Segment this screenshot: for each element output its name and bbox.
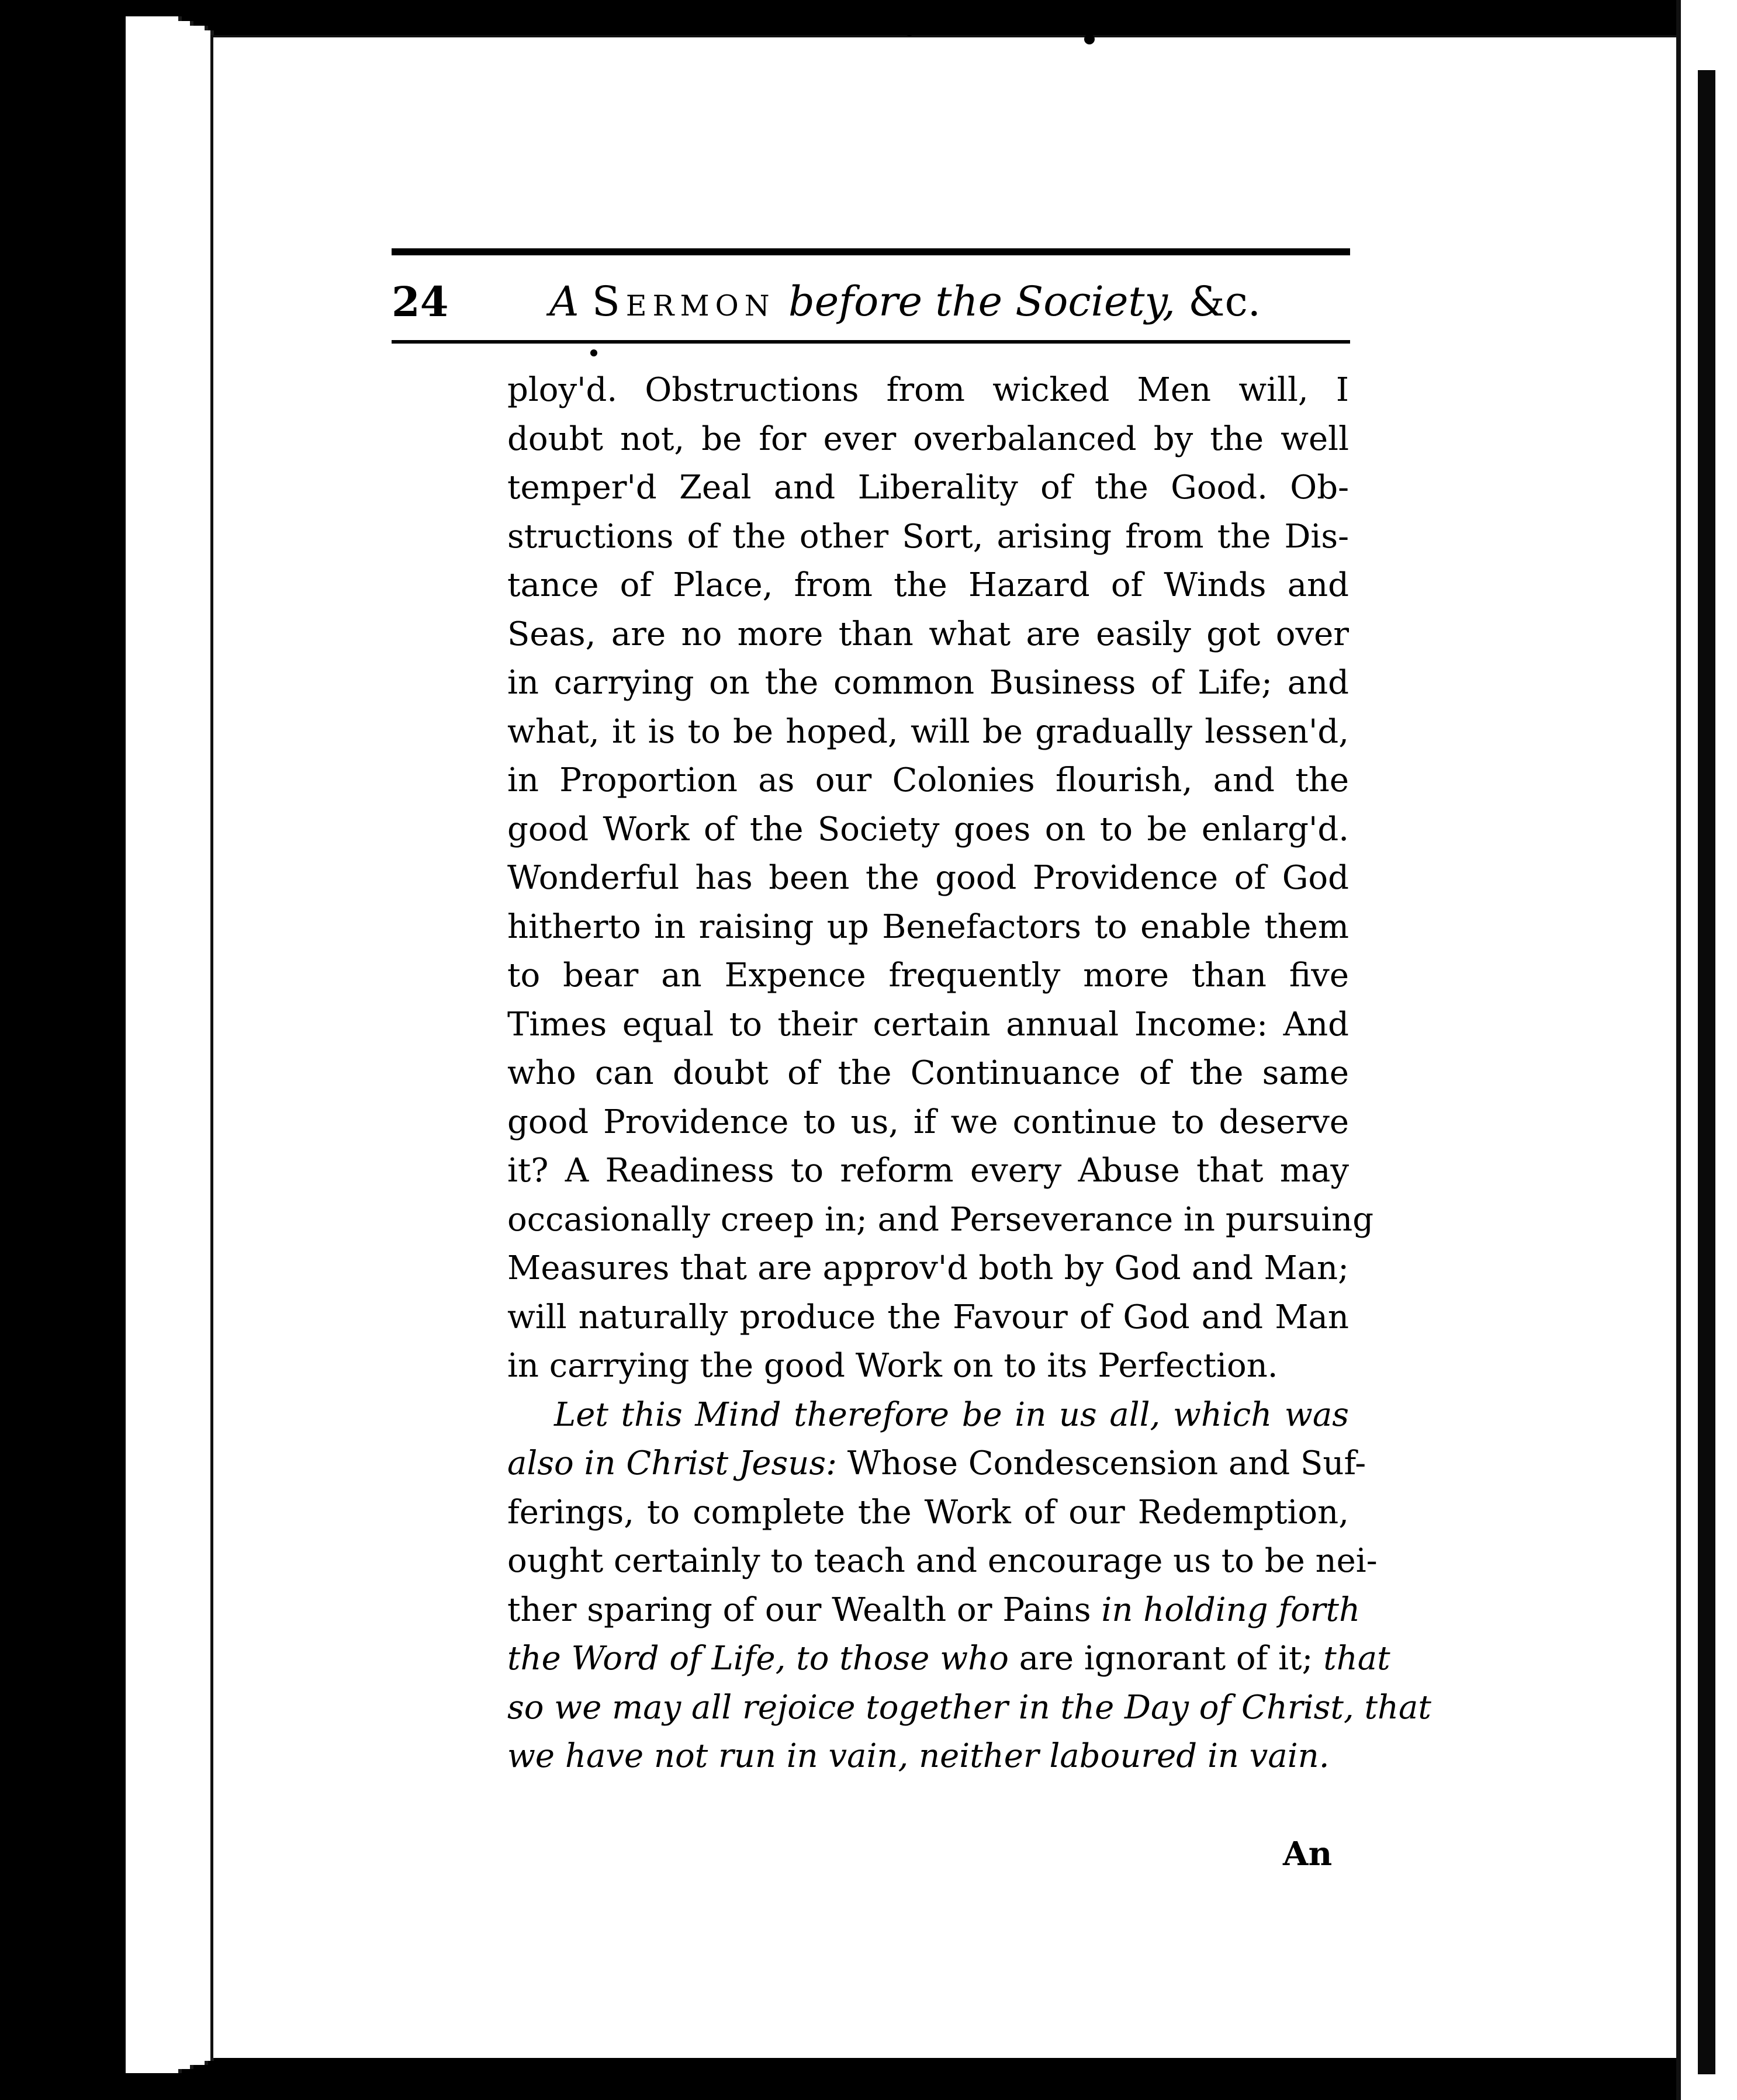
text-line: in carrying the good Work on to its Perfection.	[507, 1347, 1278, 1385]
text-line: to bear an Expence frequently more than five	[507, 957, 1349, 994]
scan-speck	[590, 349, 597, 356]
text-line: temper'd Zeal and Liberality of the Good. Ob-	[507, 469, 1349, 507]
header-rule-bottom	[392, 340, 1350, 344]
italic-run: also in Christ Jesus:	[507, 1444, 837, 1482]
title-suffix: &c.	[1188, 278, 1261, 325]
text-line: it? A Readiness to reform every Abuse that may	[507, 1152, 1349, 1190]
italic-run: the Word of Life, to those who	[507, 1640, 1009, 1678]
text-line-mixed	[507, 1586, 1361, 1635]
text-line: occasionally creep in; and Perseverance in pursuing	[507, 1200, 1374, 1239]
running-title	[549, 278, 1261, 325]
roman-run: ther sparing of our Wealth or Pains	[507, 1590, 1102, 1629]
text-line-mixed	[507, 1634, 1390, 1683]
title-caps: Sermon	[591, 278, 776, 325]
text-line: Wonderful has been the good Providence of God	[507, 859, 1349, 897]
text-line: who can doubt of the Continuance of the same	[507, 1054, 1349, 1092]
roman-run: Whose Condescension and Suf-	[836, 1444, 1366, 1482]
text-line: Seas, are no more than what are easily got over	[507, 615, 1349, 653]
text-line: ought certainly to teach and encourage us to be nei-	[507, 1542, 1378, 1580]
text-line-italic: we have not run in vain, neither laboured in vain.	[507, 1737, 1330, 1775]
text-line: in Proportion as our Colonies flourish, and the	[507, 761, 1349, 799]
italic-run: in holding forth	[1101, 1590, 1361, 1629]
gutter-shadow	[1698, 70, 1715, 2074]
body-text	[507, 366, 1431, 1781]
catchword: An	[1283, 1835, 1333, 1873]
text-line: Measures that are approv'd both by God and Man;	[507, 1249, 1349, 1287]
text-line: Times equal to their certain annual Income: And	[507, 1005, 1349, 1044]
text-line: in carrying on the common Business of Life; and	[507, 664, 1349, 702]
text-line-mixed	[507, 1439, 1366, 1488]
page-number: 24	[392, 278, 449, 326]
scan-speck	[1084, 34, 1095, 44]
text-line: will naturally produce the Favour of God and Man	[507, 1298, 1349, 1336]
text-line: ferings, to complete the Work of our Redemption,	[507, 1493, 1349, 1531]
scan-speck	[903, 13, 916, 36]
text-line-italic: Let this Mind therefore be in us all, which was	[554, 1395, 1349, 1434]
text-line-italic: so we may all rejoice together in the Day of Christ, that	[507, 1688, 1431, 1727]
title-italic: before the Society,	[788, 278, 1175, 325]
text-line: doubt not, be for ever overbalanced by the well	[507, 420, 1349, 458]
text-line: ploy'd. Obstructions from wicked Men will, I	[507, 371, 1349, 409]
roman-run: are ignorant of it;	[1008, 1640, 1324, 1678]
running-head	[392, 266, 1350, 336]
title-prefix: A	[549, 278, 579, 325]
text-line: good Providence to us, if we continue to deserve	[507, 1103, 1349, 1141]
italic-run: that	[1323, 1640, 1390, 1678]
header-rule-top	[392, 248, 1350, 255]
text-line: good Work of the Society goes on to be enlarg'd.	[507, 810, 1349, 848]
text-line: what, it is to be hoped, will be gradually lessen'd,	[507, 712, 1349, 751]
text-line: hitherto in raising up Benefactors to enable them	[507, 907, 1349, 946]
text-line: structions of the other Sort, arising from the Dis-	[507, 517, 1349, 556]
text-line: tance of Place, from the Hazard of Winds and	[507, 566, 1349, 604]
